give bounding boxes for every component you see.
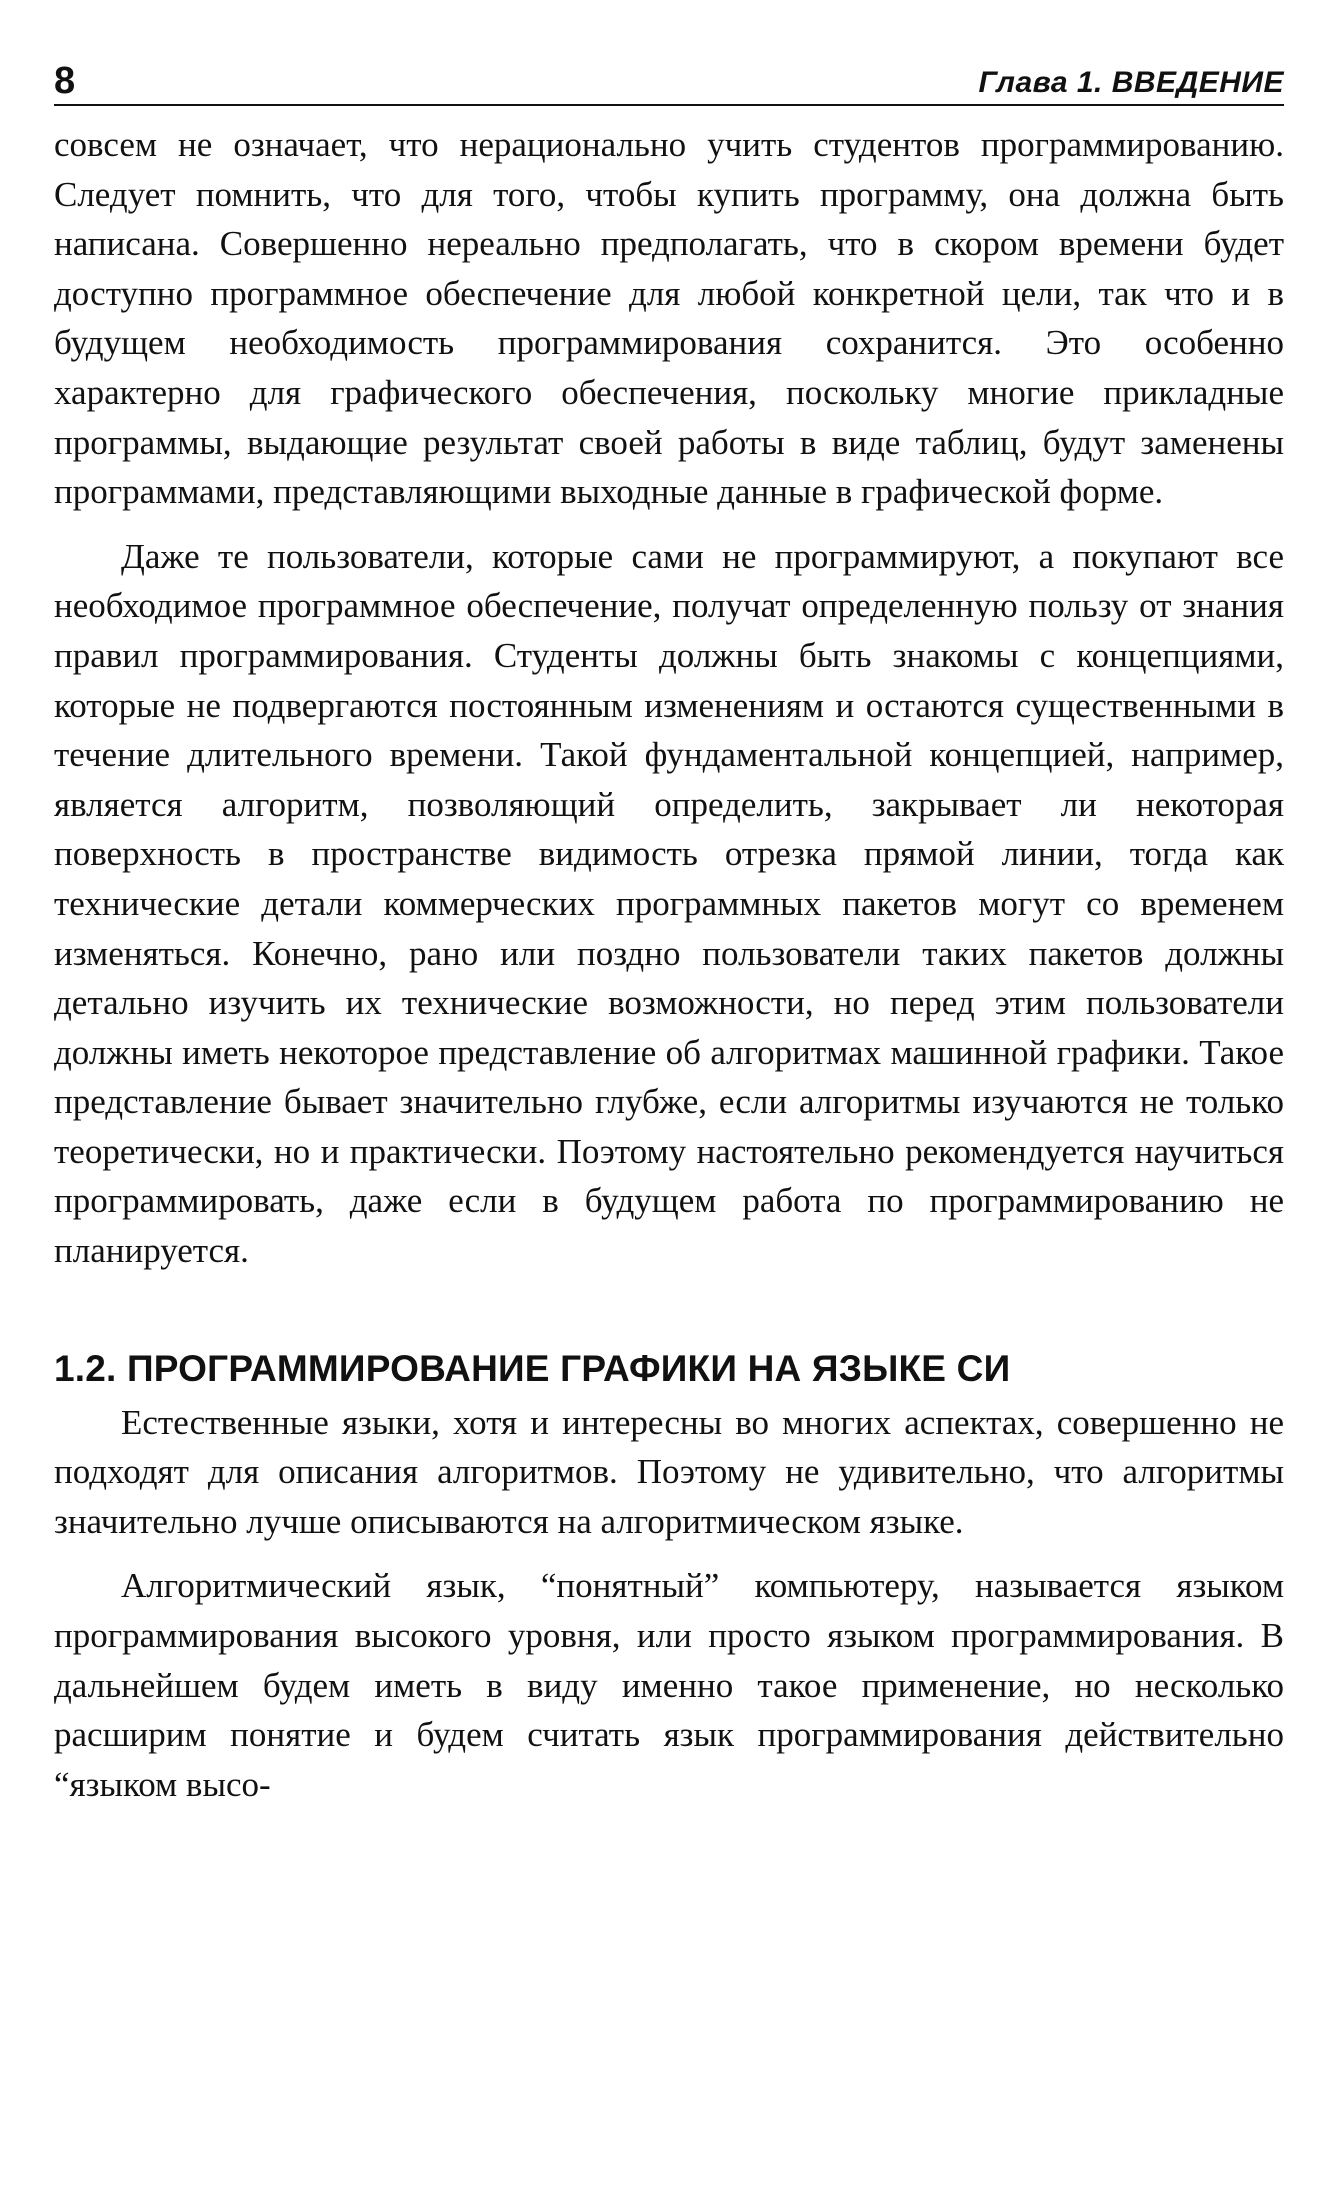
body-text xyxy=(54,120,1284,1809)
paragraph: Алгоритмический язык, “понятный” компьютеру, называется языком программирования высокого уровня, или просто языком программирования. В дальнейшем будем иметь в виду именно такое применение, но несколько расширим понятие и будем считать язык программирования действительно “языком высо- xyxy=(54,1566,1284,1804)
book-page xyxy=(54,52,1284,1809)
running-head xyxy=(54,52,1284,106)
page-number: 8 xyxy=(54,60,76,102)
section-heading: 1.2. ПРОГРАММИРОВАНИЕ ГРАФИКИ НА ЯЗЫКЕ СИ xyxy=(54,1347,1011,1389)
paragraph-continued: совсем не означает, что нерационально учить студентов программированию. Следует помнить, что для того, чтобы купить программу, она должна быть написана. Совершенно нереально предполагать, что в скором времени будет доступно программное обеспечение для любой конкретной цели, так что и в будущем необходимость программирования сохранится. Это особенно характерно для графического обеспечения, поскольку многие прикладные программы, выдающие результат своей работы в виде таблиц, будут заменены программами, представляющими выходные данные в графической форме. xyxy=(54,125,1284,512)
chapter-title: Глава 1. ВВЕДЕНИЕ xyxy=(978,66,1284,99)
paragraph: Даже те пользователи, которые сами не программируют, а покупают все необходимое программное обеспечение, получат определенную пользу от знания правил программирования. Студенты должны быть знакомы с концепциями, которые не подвергаются постоянным изменениям и остаются существенными в течение длительного времени. Такой фундаментальной концепцией, например, является алгоритм, позволяющий определить, закрывает ли некоторая поверхность в пространстве видимость отрезка прямой линии, тогда как технические детали коммерческих программных пакетов могут со временем изменяться. Конечно, рано или поздно пользователи таких пакетов должны детально изучить их технические возможности, но перед этим пользователи должны иметь некоторое представление об алгоритмах машинной графики. Такое представление бывает значительно глубже, если алгоритмы изучаются не только теоретически, но и практически. Поэтому настоятельно рекомендуется научиться программировать, даже если в будущем работа по программированию не планируется. xyxy=(54,536,1284,1271)
paragraph: Естественные языки, хотя и интересны во многих аспектах, совершенно не подходят для описания алгоритмов. Поэтому не удивительно, что алгоритмы значительно лучше описываются на алгоритмическом языке. xyxy=(54,1402,1284,1541)
